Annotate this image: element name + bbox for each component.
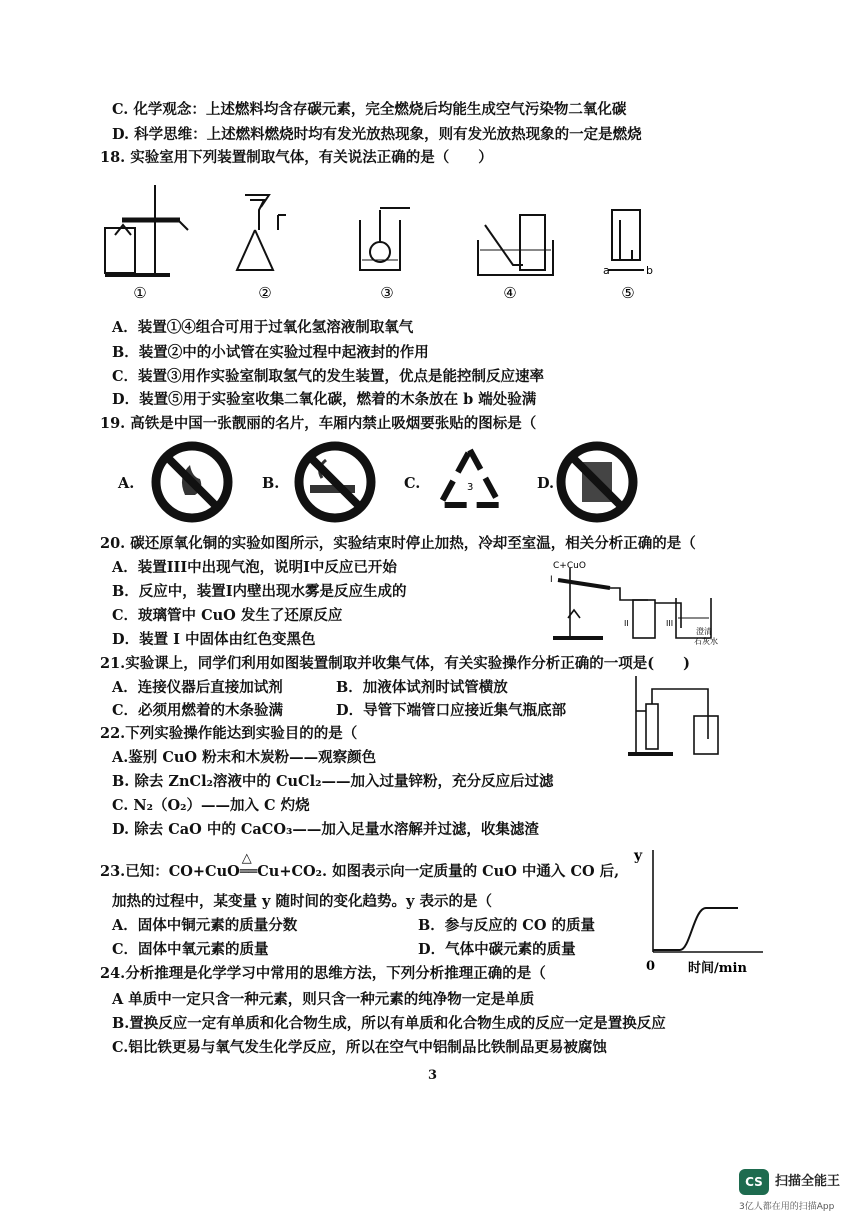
q23-stem-2: 加热的过程中，某变量 y 随时间的变化趋势。y 表示的是（ — [112, 893, 492, 910]
q21-stem: 21.实验课上，同学们利用如图装置制取并收集气体，有关实验操作分析正确的一项是( ) — [100, 655, 690, 672]
q20-stem: 20. 碳还原氧化铜的实验如图所示，实验结束时停止加热，冷却至室温，相关分析正确的是（ — [100, 535, 696, 552]
scanner-tagline: 3亿人都在用的扫描App — [739, 1202, 835, 1212]
scanner-app-name: 扫描全能王 — [775, 1174, 841, 1189]
q22-stem: 22.下列实验操作能达到实验目的的是（ — [100, 725, 358, 742]
q20-option-b: B．反应中，装置I内壁出现水雾是反应生成的 — [112, 583, 407, 600]
q23-condition: △ ══ — [239, 851, 258, 880]
q23-option-b: B．参与反应的 CO 的质量 — [418, 917, 596, 934]
no-smoking-sign-icon — [299, 446, 371, 518]
app-label-2: ② — [258, 284, 272, 302]
q20-option-c: C．玻璃管中 CuO 发生了还原反应 — [112, 607, 343, 624]
no-littering-sign-icon — [561, 446, 633, 518]
scanner-logo-icon: CS — [739, 1169, 769, 1195]
heat-symbol-icon: △ — [241, 851, 252, 866]
q20-option-d: D．装置 I 中固体由红色变黑色 — [112, 631, 316, 648]
q18-option-c: C．装置③用作实验室制取氢气的发生装置，优点是能控制反应速率 — [112, 368, 545, 385]
q23-products: Cu+CO₂. 如图表示向一定质量的 CuO 中通入 CO 后, — [257, 863, 620, 880]
no-fire-sign-icon — [156, 446, 228, 518]
q24-stem: 24.分析推理是化学学习中常用的思维方法，下列分析推理正确的是（ — [100, 965, 546, 982]
app-label-1: ① — [133, 284, 147, 302]
apparatus-4-icon — [478, 215, 553, 275]
limewater-label-1: 澄清 — [696, 627, 712, 636]
q23-reactants: 23.已知：CO+CuO — [100, 863, 240, 880]
q18-option-a: A．装置①④组合可用于过氧化氢溶液制取氧气 — [112, 319, 414, 336]
q23-option-d: D．气体中碳元素的质量 — [418, 941, 576, 958]
q19-label-d: D. — [537, 475, 555, 492]
apparatus-3-icon — [360, 208, 410, 270]
q20-apparatus-figure — [548, 558, 723, 648]
q21-option-a: A．连接仪器后直接加试剂 — [112, 679, 283, 696]
q18-apparatus-figure — [100, 180, 700, 305]
q19-sign-icons — [150, 440, 650, 525]
q22-option-d: D. 除去 CaO 中的 CaCO₃——加入足量水溶解并过滤，收集滤渣 — [112, 821, 539, 838]
q24-option-c: C.铝比铁更易与氧气发生化学反应，所以在空气中铝制品比铁制品更易被腐蚀 — [112, 1039, 607, 1056]
scanner-watermark — [739, 1169, 849, 1213]
q22-option-c: C. N₂（O₂）——加入 C 灼烧 — [112, 797, 310, 814]
page-number: 3 — [428, 1068, 438, 1083]
apparatus-1-icon — [105, 185, 188, 275]
q19-stem: 19. 高铁是中国一张靓丽的名片，车厢内禁止吸烟要张贴的图标是（ — [100, 415, 537, 432]
port-b-label: b — [646, 264, 653, 277]
graph-curve — [653, 908, 738, 950]
q21-apparatus-figure — [628, 676, 728, 761]
q21-option-b: B．加液体试剂时试管横放 — [336, 679, 508, 696]
q24-option-b: B.置换反应一定有单质和化合物生成，所以有单质和化合物生成的反应一定是置换反应 — [112, 1015, 666, 1032]
q17-option-c: C. 化学观念：上述燃料均含存碳元素，完全燃烧后均能生成空气污染物二氧化碳 — [112, 101, 627, 118]
q22-option-a: A.鉴别 CuO 粉末和木炭粉——观察颜色 — [112, 749, 377, 766]
q17-option-d: D. 科学思维：上述燃料燃烧时均有发光放热现象，则有发光放热现象的一定是燃烧 — [112, 126, 642, 143]
q20-option-a: A．装置III中出现气泡，说明I中反应已开始 — [112, 559, 397, 576]
q18-option-b: B．装置②中的小试管在实验过程中起液封的作用 — [112, 344, 429, 361]
q19-label-b: B. — [262, 475, 280, 492]
q24-option-a: A 单质中一定只含一种元素，则只含一种元素的纯净物一定是单质 — [112, 991, 535, 1008]
app-label-5: ⑤ — [621, 284, 635, 302]
device-ii-label: II — [624, 619, 629, 628]
graph-x-label: 时间/min — [688, 961, 747, 976]
q19-label-c: C. — [404, 475, 421, 492]
limewater-label-2: 石灰水 — [694, 637, 718, 646]
graph-origin-label: 0 — [646, 959, 656, 974]
graph-y-label: y — [634, 848, 643, 864]
app-label-4: ④ — [503, 284, 517, 302]
q23-option-c: C．固体中氧元素的质量 — [112, 941, 269, 958]
q21-option-d: D．导管下端管口应接近集气瓶底部 — [336, 702, 567, 719]
app-label-3: ③ — [380, 284, 394, 302]
device-iii-label: III — [666, 619, 674, 628]
recycle-number: 3 — [467, 482, 474, 493]
q21-option-c: C．必须用燃着的木条验满 — [112, 702, 284, 719]
q23-graph — [628, 840, 768, 980]
device-i-label: I — [550, 575, 553, 585]
q23-stem — [100, 851, 620, 882]
cuo-label: C+CuO — [553, 561, 586, 571]
q18-stem: 18. 实验室用下列装置制取气体，有关说法正确的是（ ） — [100, 149, 493, 166]
q22-option-b: B. 除去 ZnCl₂溶液中的 CuCl₂——加入过量锌粉，充分反应后过滤 — [112, 773, 554, 790]
recycle-sign-icon — [440, 450, 500, 505]
apparatus-5-icon — [608, 210, 644, 270]
q18-option-d: D．装置⑤用于实验室收集二氧化碳，燃着的木条放在 b 端处验满 — [112, 391, 537, 408]
q23-option-a: A．固体中铜元素的质量分数 — [112, 917, 298, 934]
q19-label-a: A. — [118, 475, 135, 492]
apparatus-2-icon — [237, 195, 286, 270]
port-a-label: a — [603, 264, 610, 277]
